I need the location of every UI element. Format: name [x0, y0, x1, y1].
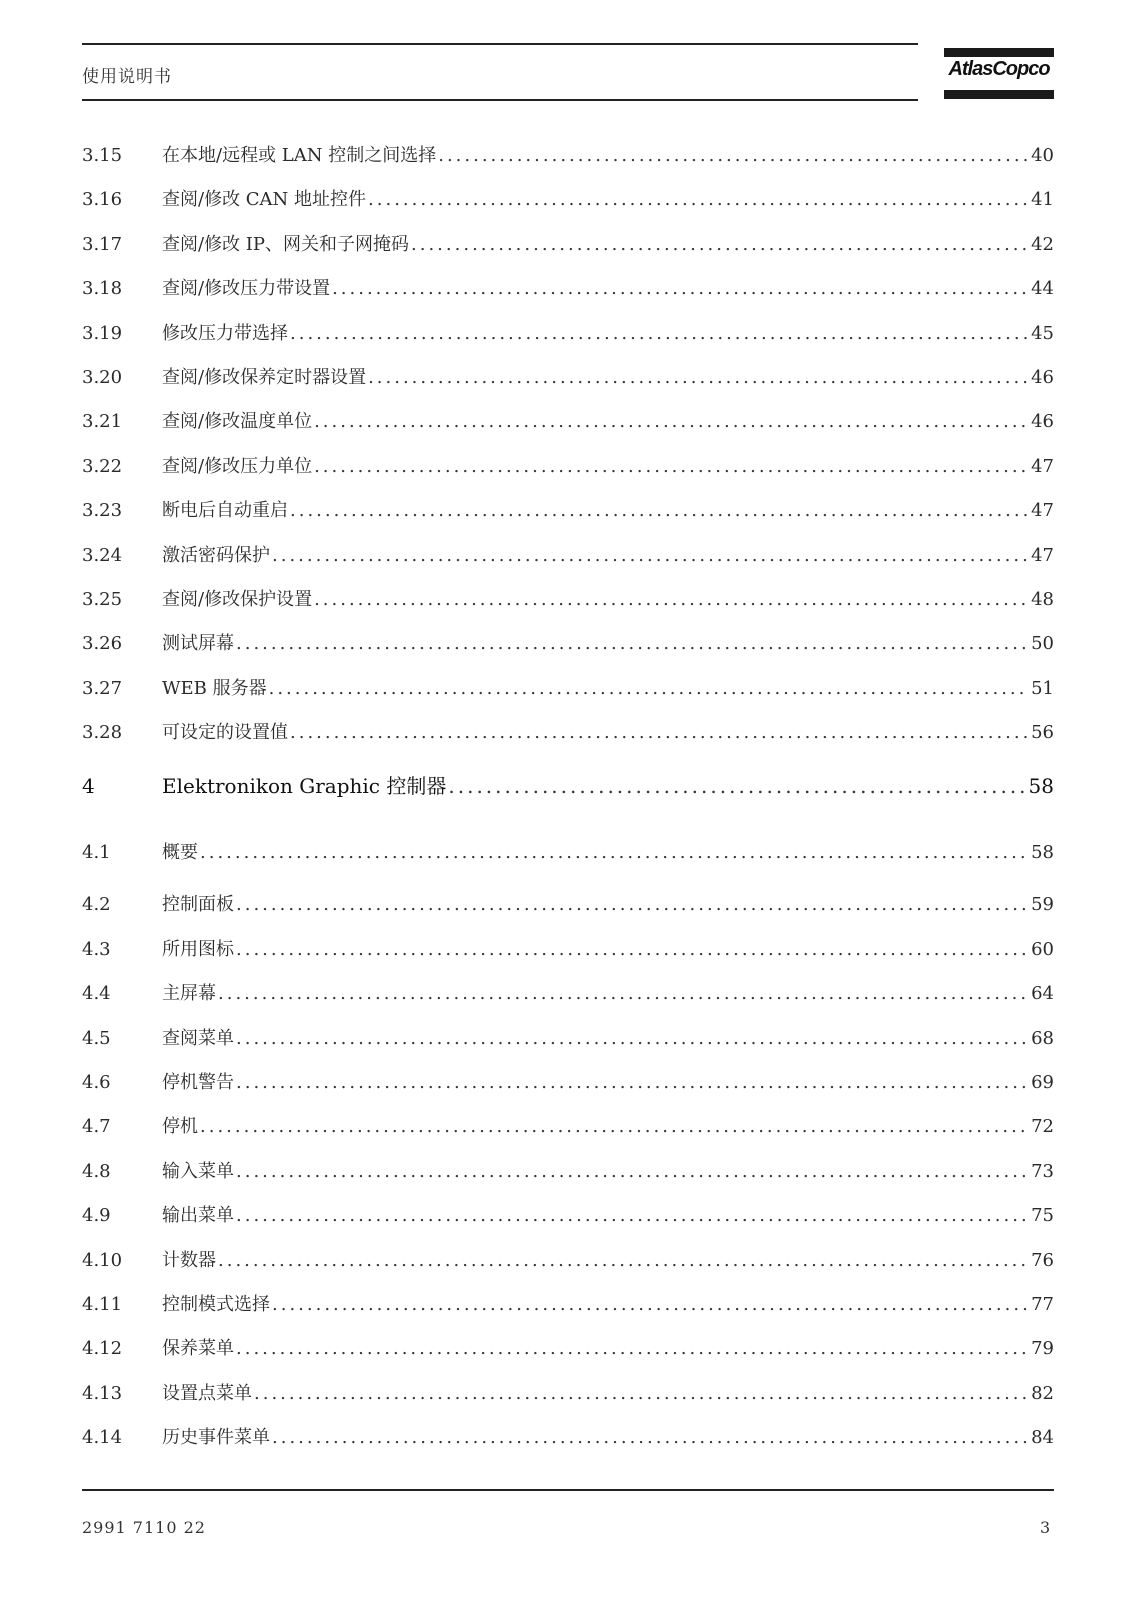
toc-entry[interactable] [82, 452, 1054, 496]
toc-dot-leader [236, 1072, 1027, 1093]
toc-dot-leader [411, 234, 1027, 255]
table-of-contents [82, 141, 1054, 1468]
toc-entry[interactable] [82, 230, 1054, 274]
toc-dot-leader [368, 367, 1027, 388]
toc-dot-leader [200, 1116, 1027, 1137]
toc-entry-number: 3.16 [82, 189, 123, 211]
toc-entry[interactable] [82, 407, 1054, 451]
toc-entry-title: 激活密码保护 [162, 544, 270, 566]
toc-entry-number: 4.6 [82, 1072, 111, 1094]
toc-dot-leader [236, 939, 1027, 960]
toc-entry-title: 查阅/修改压力单位 [162, 455, 313, 477]
toc-dot-leader [448, 774, 1024, 798]
toc-entry-number: 4.5 [82, 1027, 111, 1049]
toc-entry-page: 59 [1031, 894, 1054, 916]
toc-entry-title: 概要 [162, 842, 198, 864]
footer-rule [82, 1489, 1054, 1491]
toc-entry-page: 73 [1031, 1160, 1054, 1182]
toc-entry-title: 查阅/修改压力带设置 [162, 278, 331, 300]
toc-entry-title: 查阅菜单 [162, 1027, 234, 1049]
toc-entry-title: 查阅/修改保养定时器设置 [162, 366, 367, 388]
logo-wordmark: AtlasCopco [948, 58, 1050, 80]
toc-entry[interactable] [82, 319, 1054, 363]
toc-dot-leader [236, 1161, 1027, 1182]
toc-dot-leader [272, 1294, 1027, 1315]
toc-dot-leader [314, 456, 1027, 477]
toc-entry-title: 历史事件菜单 [162, 1427, 270, 1449]
toc-entry[interactable] [82, 363, 1054, 407]
toc-entry-page: 58 [1028, 774, 1054, 799]
toc-entry[interactable] [82, 674, 1054, 718]
toc-entry-page: 41 [1031, 189, 1054, 211]
toc-dot-leader [236, 894, 1027, 915]
toc-entry-title: 查阅/修改保护设置 [162, 588, 313, 610]
header-bottom-rule [82, 99, 918, 101]
toc-entry[interactable] [82, 585, 1054, 629]
toc-entry-page: 46 [1031, 366, 1054, 388]
toc-entry-number: 3.21 [82, 411, 123, 433]
toc-entry[interactable] [82, 541, 1054, 585]
toc-entry-page: 44 [1031, 278, 1054, 300]
toc-entry[interactable] [82, 274, 1054, 318]
toc-entry-number: 4.2 [82, 894, 111, 916]
toc-dot-leader [254, 1383, 1027, 1404]
toc-entry[interactable] [82, 1112, 1054, 1156]
toc-entry[interactable] [82, 1201, 1054, 1245]
toc-entry[interactable] [82, 1290, 1054, 1334]
toc-entry-page: 51 [1031, 677, 1054, 699]
toc-entry[interactable] [82, 1024, 1054, 1068]
toc-entry-page: 79 [1031, 1338, 1054, 1360]
toc-entry[interactable] [82, 629, 1054, 673]
logo-bottom-bar [944, 90, 1054, 99]
toc-entry-page: 82 [1031, 1382, 1054, 1404]
toc-dot-leader [314, 411, 1027, 432]
toc-entry-page: 76 [1031, 1249, 1054, 1271]
toc-entry-title: 断电后自动重启 [162, 500, 288, 522]
toc-entry-page: 84 [1031, 1427, 1054, 1449]
toc-entry-title: Elektronikon Graphic 控制器 [162, 774, 447, 799]
toc-entry-title: 保养菜单 [162, 1338, 234, 1360]
toc-entry-title: 查阅/修改 IP、网关和子网掩码 [162, 233, 410, 255]
toc-entry-page: 47 [1031, 544, 1054, 566]
toc-entry[interactable] [82, 979, 1054, 1023]
toc-entry-number: 3.18 [82, 278, 123, 300]
toc-entry-page: 60 [1031, 938, 1054, 960]
toc-dot-leader [218, 983, 1027, 1004]
toc-entry-title: 停机 [162, 1116, 198, 1138]
toc-entry[interactable] [82, 1157, 1054, 1201]
toc-entry[interactable] [82, 890, 1054, 934]
toc-entry-title: 计数器 [162, 1249, 216, 1271]
toc-entry-number: 4.11 [82, 1293, 123, 1315]
toc-entry-number: 3.20 [82, 366, 123, 388]
toc-entry-number: 4.1 [82, 842, 111, 864]
toc-entry-number: 3.22 [82, 455, 123, 477]
toc-entry[interactable] [82, 1068, 1054, 1112]
toc-entry-page: 47 [1031, 455, 1054, 477]
toc-entry-page: 69 [1031, 1072, 1054, 1094]
toc-entry-number: 4 [82, 774, 95, 799]
toc-entry-page: 77 [1031, 1293, 1054, 1315]
toc-dot-leader [290, 500, 1027, 521]
toc-entry[interactable] [82, 718, 1054, 762]
toc-entry-title: 查阅/修改 CAN 地址控件 [162, 189, 367, 211]
toc-dot-leader [218, 1250, 1027, 1271]
toc-entry[interactable] [82, 496, 1054, 540]
toc-dot-leader [438, 145, 1027, 166]
toc-entry[interactable] [82, 1423, 1054, 1467]
toc-entry-page: 45 [1031, 322, 1054, 344]
toc-entry[interactable] [82, 1379, 1054, 1423]
logo-top-bar [944, 48, 1054, 57]
toc-entry-title: 修改压力带选择 [162, 322, 288, 344]
toc-entry-number: 3.19 [82, 322, 123, 344]
toc-entry[interactable] [82, 141, 1054, 185]
toc-entry[interactable] [82, 935, 1054, 979]
toc-entry-number: 4.7 [82, 1116, 111, 1138]
toc-dot-leader [236, 1205, 1027, 1226]
atlas-copco-logo [944, 48, 1054, 100]
toc-entry-title: 测试屏幕 [162, 633, 234, 655]
toc-entry[interactable] [82, 185, 1054, 229]
toc-entry-number: 3.17 [82, 233, 123, 255]
toc-entry-page: 47 [1031, 500, 1054, 522]
toc-entry-number: 3.23 [82, 500, 123, 522]
toc-entry-page: 48 [1031, 588, 1054, 610]
toc-dot-leader [269, 678, 1028, 699]
toc-entry-number: 3.25 [82, 588, 123, 610]
toc-dot-leader [290, 722, 1027, 743]
toc-dot-leader [290, 323, 1027, 344]
toc-entry-number: 4.13 [82, 1382, 123, 1404]
toc-entry-page: 50 [1031, 633, 1054, 655]
toc-entry-number: 4.12 [82, 1338, 123, 1360]
toc-entry-number: 4.4 [82, 983, 111, 1005]
toc-entry-title: 控制面板 [162, 894, 234, 916]
toc-entry-title: 可设定的设置值 [162, 722, 288, 744]
header-top-rule [82, 43, 918, 45]
toc-entry-page: 42 [1031, 233, 1054, 255]
page-number: 3 [1040, 1518, 1051, 1537]
toc-entry-number: 4.9 [82, 1205, 111, 1227]
toc-entry-number: 4.10 [82, 1249, 123, 1271]
toc-dot-leader [368, 189, 1027, 210]
document-title: 使用说明书 [82, 67, 172, 87]
toc-chapter-entry[interactable] [82, 762, 1054, 826]
toc-entry-title: 在本地/远程或 LAN 控制之间选择 [162, 145, 437, 166]
toc-entry-title: 设置点菜单 [162, 1382, 252, 1404]
toc-entry-page: 40 [1031, 145, 1054, 166]
toc-entry-title: 所用图标 [162, 938, 234, 960]
toc-entry-number: 3.24 [82, 544, 123, 566]
toc-entry-page: 75 [1031, 1205, 1054, 1227]
toc-entry-page: 72 [1031, 1116, 1054, 1138]
toc-entry-page: 46 [1031, 411, 1054, 433]
toc-entry-number: 3.28 [82, 722, 123, 744]
toc-dot-leader [236, 633, 1027, 654]
toc-entry-page: 58 [1031, 842, 1054, 864]
toc-entry[interactable] [82, 1334, 1054, 1378]
toc-entry-number: 4.14 [82, 1427, 123, 1449]
toc-entry-page: 64 [1031, 983, 1054, 1005]
toc-entry-title: 输出菜单 [162, 1205, 234, 1227]
toc-entry-number: 3.15 [82, 145, 123, 166]
toc-entry-number: 3.26 [82, 633, 123, 655]
toc-dot-leader [332, 278, 1027, 299]
toc-dot-leader [236, 1338, 1027, 1359]
toc-entry-page: 56 [1031, 722, 1054, 744]
toc-dot-leader [272, 1427, 1027, 1448]
toc-entry-number: 4.3 [82, 938, 111, 960]
toc-entry-title: 主屏幕 [162, 983, 216, 1005]
toc-entry-title: 停机警告 [162, 1072, 234, 1094]
toc-dot-leader [314, 589, 1027, 610]
toc-entry-title: 输入菜单 [162, 1160, 234, 1182]
toc-entry-title: 控制模式选择 [162, 1293, 270, 1315]
toc-entry-page: 68 [1031, 1027, 1054, 1049]
toc-entry[interactable] [82, 1246, 1054, 1290]
toc-entry-title: WEB 服务器 [162, 677, 267, 699]
toc-entry[interactable] [82, 826, 1054, 890]
toc-dot-leader [272, 545, 1027, 566]
toc-entry-number: 4.8 [82, 1160, 111, 1182]
document-number: 2991 7110 22 [82, 1518, 206, 1537]
toc-dot-leader [200, 842, 1027, 863]
toc-dot-leader [236, 1028, 1027, 1049]
toc-entry-title: 查阅/修改温度单位 [162, 411, 313, 433]
toc-entry-number: 3.27 [82, 677, 123, 699]
